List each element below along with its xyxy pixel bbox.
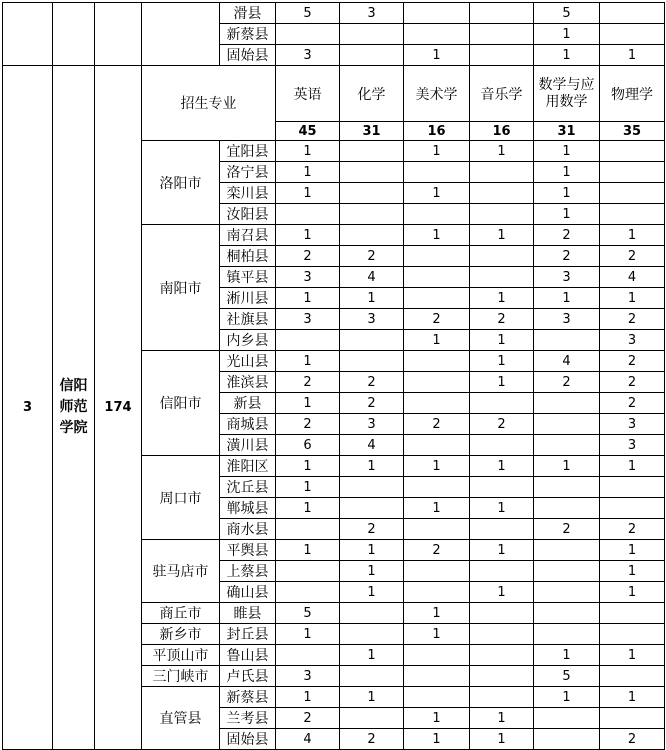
value-cell: 1	[404, 708, 470, 729]
value-cell	[404, 162, 470, 183]
value-cell: 1	[404, 498, 470, 519]
subject-header: 美术学	[404, 66, 470, 122]
value-cell	[404, 477, 470, 498]
county-cell: 桐柏县	[220, 246, 276, 267]
county-cell: 新县	[220, 393, 276, 414]
value-cell: 1	[470, 582, 534, 603]
value-cell: 2	[534, 225, 600, 246]
value-cell	[600, 624, 665, 645]
value-cell: 3	[276, 666, 340, 687]
value-cell	[600, 141, 665, 162]
county-cell: 确山县	[220, 582, 276, 603]
value-cell: 2	[600, 246, 665, 267]
value-cell: 1	[534, 162, 600, 183]
city-cell: 南阳市	[142, 225, 220, 351]
value-cell: 2	[340, 372, 404, 393]
county-cell: 固始县	[220, 45, 276, 66]
value-cell: 1	[276, 162, 340, 183]
value-cell: 3	[276, 267, 340, 288]
value-cell	[534, 708, 600, 729]
value-cell: 1	[600, 456, 665, 477]
value-cell: 4	[534, 351, 600, 372]
value-cell: 1	[600, 45, 665, 66]
value-cell	[470, 645, 534, 666]
value-cell: 1	[276, 477, 340, 498]
value-cell: 1	[276, 288, 340, 309]
value-cell: 2	[276, 414, 340, 435]
county-cell: 淅川县	[220, 288, 276, 309]
value-cell: 1	[404, 183, 470, 204]
value-cell: 1	[470, 540, 534, 561]
county-cell: 光山县	[220, 351, 276, 372]
value-cell: 2	[534, 372, 600, 393]
value-cell	[600, 666, 665, 687]
value-cell: 1	[470, 729, 534, 750]
value-cell	[534, 540, 600, 561]
value-cell: 1	[534, 141, 600, 162]
prev-index-cell	[3, 3, 53, 66]
value-cell: 2	[470, 309, 534, 330]
city-cell: 平顶山市	[142, 645, 220, 666]
value-cell: 5	[276, 603, 340, 624]
value-cell: 2	[600, 309, 665, 330]
value-cell: 5	[534, 666, 600, 687]
county-cell: 平舆县	[220, 540, 276, 561]
value-cell	[404, 351, 470, 372]
county-cell: 洛宁县	[220, 162, 276, 183]
header-row	[3, 66, 665, 122]
city-cell: 三门峡市	[142, 666, 220, 687]
value-cell: 4	[600, 267, 665, 288]
value-cell	[404, 288, 470, 309]
value-cell: 4	[276, 729, 340, 750]
county-cell: 社旗县	[220, 309, 276, 330]
value-cell	[534, 393, 600, 414]
value-cell: 1	[276, 225, 340, 246]
value-cell: 3	[600, 414, 665, 435]
value-cell	[404, 372, 470, 393]
value-cell: 1	[600, 645, 665, 666]
value-cell: 1	[404, 45, 470, 66]
city-cell: 直管县	[142, 687, 220, 750]
value-cell	[534, 561, 600, 582]
value-cell	[470, 3, 534, 24]
county-cell: 潢川县	[220, 435, 276, 456]
value-cell: 1	[534, 24, 600, 45]
county-cell: 淮滨县	[220, 372, 276, 393]
value-cell: 1	[534, 645, 600, 666]
value-cell	[340, 204, 404, 225]
value-cell: 2	[276, 708, 340, 729]
city-cell: 洛阳市	[142, 141, 220, 225]
value-cell	[404, 204, 470, 225]
value-cell: 1	[404, 456, 470, 477]
subject-header: 物理学	[600, 66, 665, 122]
value-cell	[404, 582, 470, 603]
value-cell	[340, 666, 404, 687]
value-cell	[470, 204, 534, 225]
value-cell	[534, 414, 600, 435]
value-cell	[534, 498, 600, 519]
value-cell: 4	[340, 435, 404, 456]
subject-total: 31	[340, 122, 404, 141]
value-cell	[470, 666, 534, 687]
value-cell: 5	[276, 3, 340, 24]
value-cell: 2	[404, 540, 470, 561]
value-cell	[470, 246, 534, 267]
value-cell: 1	[470, 351, 534, 372]
county-cell: 滑县	[220, 3, 276, 24]
value-cell	[404, 519, 470, 540]
value-cell: 1	[276, 540, 340, 561]
value-cell	[340, 141, 404, 162]
county-cell: 栾川县	[220, 183, 276, 204]
value-cell: 3	[340, 309, 404, 330]
value-cell	[340, 498, 404, 519]
value-cell: 1	[534, 204, 600, 225]
value-cell: 2	[340, 393, 404, 414]
value-cell	[404, 246, 470, 267]
value-cell	[340, 45, 404, 66]
table-body	[3, 3, 665, 750]
value-cell	[470, 624, 534, 645]
value-cell: 1	[534, 288, 600, 309]
value-cell	[340, 183, 404, 204]
prev-school-cell	[53, 3, 95, 66]
county-cell: 南召县	[220, 225, 276, 246]
value-cell: 1	[470, 330, 534, 351]
value-cell	[340, 603, 404, 624]
value-cell: 1	[340, 456, 404, 477]
county-cell: 宜阳县	[220, 141, 276, 162]
value-cell	[276, 519, 340, 540]
value-cell: 1	[600, 540, 665, 561]
value-cell	[276, 582, 340, 603]
value-cell: 2	[340, 519, 404, 540]
value-cell: 1	[276, 183, 340, 204]
value-cell	[534, 582, 600, 603]
value-cell	[534, 624, 600, 645]
value-cell	[470, 435, 534, 456]
value-cell: 2	[276, 246, 340, 267]
county-cell: 固始县	[220, 729, 276, 750]
value-cell: 1	[340, 540, 404, 561]
value-cell: 2	[600, 351, 665, 372]
city-cell: 周口市	[142, 456, 220, 540]
value-cell	[276, 561, 340, 582]
total-count-cell: 174	[95, 66, 142, 750]
subject-header: 数学与应用数学	[534, 66, 600, 122]
value-cell: 1	[340, 288, 404, 309]
value-cell: 1	[470, 498, 534, 519]
county-cell: 卢氏县	[220, 666, 276, 687]
value-cell: 2	[340, 729, 404, 750]
value-cell: 1	[600, 582, 665, 603]
table-row	[3, 3, 665, 24]
value-cell	[600, 477, 665, 498]
county-cell: 封丘县	[220, 624, 276, 645]
enrollment-table	[2, 2, 665, 750]
value-cell: 5	[534, 3, 600, 24]
value-cell: 2	[534, 246, 600, 267]
city-cell: 驻马店市	[142, 540, 220, 603]
city-cell: 信阳市	[142, 351, 220, 456]
value-cell: 1	[276, 456, 340, 477]
value-cell	[600, 162, 665, 183]
value-cell: 1	[534, 687, 600, 708]
value-cell: 2	[404, 414, 470, 435]
county-cell: 兰考县	[220, 708, 276, 729]
value-cell	[534, 477, 600, 498]
value-cell: 1	[600, 687, 665, 708]
school-name-cell: 信阳师范学院	[53, 66, 95, 750]
value-cell: 1	[470, 288, 534, 309]
city-cell: 新乡市	[142, 624, 220, 645]
value-cell: 1	[276, 687, 340, 708]
subject-total: 45	[276, 122, 340, 141]
value-cell	[340, 351, 404, 372]
value-cell: 3	[276, 45, 340, 66]
value-cell	[340, 708, 404, 729]
value-cell: 2	[600, 519, 665, 540]
value-cell	[600, 3, 665, 24]
value-cell: 1	[600, 561, 665, 582]
county-cell: 镇平县	[220, 267, 276, 288]
county-cell: 内乡县	[220, 330, 276, 351]
value-cell: 1	[276, 498, 340, 519]
city-cell: 商丘市	[142, 603, 220, 624]
value-cell	[404, 435, 470, 456]
value-cell: 3	[600, 330, 665, 351]
value-cell: 1	[404, 225, 470, 246]
county-cell: 睢县	[220, 603, 276, 624]
value-cell: 3	[534, 309, 600, 330]
value-cell	[470, 561, 534, 582]
value-cell: 2	[470, 414, 534, 435]
value-cell: 1	[600, 225, 665, 246]
value-cell	[600, 183, 665, 204]
value-cell: 1	[404, 729, 470, 750]
value-cell	[404, 24, 470, 45]
county-cell: 新蔡县	[220, 24, 276, 45]
value-cell	[404, 645, 470, 666]
value-cell: 3	[534, 267, 600, 288]
value-cell	[600, 603, 665, 624]
value-cell: 2	[600, 372, 665, 393]
value-cell: 2	[404, 309, 470, 330]
subject-total: 16	[470, 122, 534, 141]
value-cell	[600, 498, 665, 519]
value-cell	[534, 435, 600, 456]
county-cell: 郸城县	[220, 498, 276, 519]
value-cell	[470, 393, 534, 414]
value-cell: 6	[276, 435, 340, 456]
value-cell	[470, 267, 534, 288]
value-cell	[340, 225, 404, 246]
value-cell: 3	[276, 309, 340, 330]
value-cell	[276, 645, 340, 666]
value-cell	[340, 330, 404, 351]
value-cell: 1	[404, 603, 470, 624]
prev-city-cell	[142, 3, 220, 66]
value-cell	[340, 477, 404, 498]
value-cell: 1	[470, 141, 534, 162]
subject-header: 化学	[340, 66, 404, 122]
subject-total: 35	[600, 122, 665, 141]
value-cell: 2	[276, 372, 340, 393]
value-cell	[340, 162, 404, 183]
value-cell	[404, 393, 470, 414]
major-header-label: 招生专业	[142, 66, 276, 141]
value-cell: 1	[404, 141, 470, 162]
value-cell	[534, 603, 600, 624]
value-cell: 2	[340, 246, 404, 267]
value-cell: 1	[276, 393, 340, 414]
value-cell	[470, 183, 534, 204]
value-cell: 1	[276, 351, 340, 372]
value-cell: 1	[276, 141, 340, 162]
value-cell: 3	[600, 435, 665, 456]
value-cell: 4	[340, 267, 404, 288]
value-cell	[470, 687, 534, 708]
subject-header: 英语	[276, 66, 340, 122]
value-cell: 1	[534, 456, 600, 477]
value-cell: 1	[470, 225, 534, 246]
value-cell	[404, 561, 470, 582]
prev-total-cell	[95, 3, 142, 66]
value-cell: 3	[340, 414, 404, 435]
county-cell: 汝阳县	[220, 204, 276, 225]
subject-total: 31	[534, 122, 600, 141]
subject-header: 音乐学	[470, 66, 534, 122]
value-cell	[404, 3, 470, 24]
value-cell: 1	[534, 183, 600, 204]
value-cell: 3	[340, 3, 404, 24]
value-cell: 2	[534, 519, 600, 540]
value-cell: 1	[470, 708, 534, 729]
value-cell	[276, 204, 340, 225]
subject-total: 16	[404, 122, 470, 141]
value-cell: 1	[404, 330, 470, 351]
value-cell	[470, 519, 534, 540]
county-cell: 新蔡县	[220, 687, 276, 708]
county-cell: 淮阳区	[220, 456, 276, 477]
value-cell	[600, 708, 665, 729]
value-cell: 2	[600, 393, 665, 414]
value-cell: 1	[534, 45, 600, 66]
value-cell: 2	[600, 729, 665, 750]
value-cell	[470, 477, 534, 498]
value-cell	[340, 24, 404, 45]
value-cell: 1	[470, 456, 534, 477]
county-cell: 鲁山县	[220, 645, 276, 666]
county-cell: 上蔡县	[220, 561, 276, 582]
value-cell: 1	[340, 687, 404, 708]
value-cell	[470, 603, 534, 624]
value-cell: 1	[600, 288, 665, 309]
value-cell: 1	[340, 645, 404, 666]
value-cell: 1	[276, 624, 340, 645]
value-cell	[600, 204, 665, 225]
value-cell: 1	[340, 582, 404, 603]
value-cell	[404, 666, 470, 687]
value-cell	[276, 330, 340, 351]
value-cell: 1	[470, 372, 534, 393]
index-cell: 3	[3, 66, 53, 750]
value-cell	[470, 45, 534, 66]
value-cell	[276, 24, 340, 45]
value-cell	[470, 24, 534, 45]
value-cell	[404, 687, 470, 708]
value-cell	[340, 624, 404, 645]
value-cell: 1	[404, 624, 470, 645]
value-cell	[534, 729, 600, 750]
county-cell: 商水县	[220, 519, 276, 540]
value-cell	[404, 267, 470, 288]
county-cell: 商城县	[220, 414, 276, 435]
value-cell	[470, 162, 534, 183]
value-cell	[534, 330, 600, 351]
value-cell: 1	[340, 561, 404, 582]
value-cell	[600, 24, 665, 45]
county-cell: 沈丘县	[220, 477, 276, 498]
